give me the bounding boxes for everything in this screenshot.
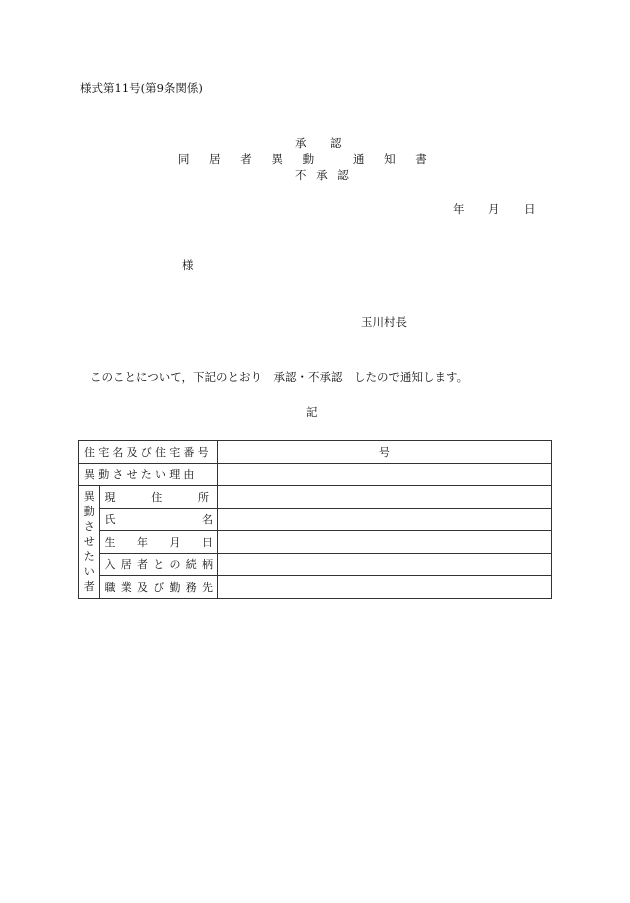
table-row-reason	[79, 463, 552, 486]
birthdate-field[interactable]	[218, 531, 552, 554]
table-row-relationship	[79, 553, 552, 576]
date-month-label: 月	[488, 202, 500, 216]
label-char: 月	[169, 535, 181, 549]
notes-heading: 記	[306, 405, 318, 419]
title-left: 同 居 者 異 動	[178, 152, 323, 166]
date-day-label: 日	[524, 202, 536, 216]
notice-body: このことについて，下記のとおり 承認・不承認 したので通知します。	[90, 370, 469, 384]
label-char: 住	[151, 490, 163, 504]
group-char: い	[83, 565, 95, 579]
birthdate-label	[100, 531, 218, 554]
group-char: 異	[83, 490, 95, 504]
group-char: た	[83, 550, 95, 564]
label-char: 名	[202, 513, 213, 527]
relationship-field[interactable]	[218, 553, 552, 576]
label-char: 続	[185, 558, 197, 572]
address-value-field[interactable]	[218, 441, 552, 464]
current-address-label	[100, 486, 218, 509]
label-char: 勤	[169, 580, 181, 594]
label-char: 柄	[201, 558, 213, 572]
address-label: 住宅名及び住宅番号	[79, 441, 218, 464]
label-char: 者	[136, 558, 148, 572]
label-char: と	[153, 558, 165, 572]
address-number-suffix: 号	[379, 445, 390, 459]
group-char: 者	[83, 580, 95, 594]
label-char: 先	[201, 580, 213, 594]
title-option-approve: 承 認	[295, 136, 348, 150]
occupation-label	[100, 576, 218, 599]
reason-value-field[interactable]	[218, 463, 552, 486]
table-row-birthdate	[79, 531, 552, 554]
name-field[interactable]	[218, 508, 552, 531]
group-char: 動	[83, 505, 95, 519]
label-char: 生	[104, 535, 116, 549]
details-table	[78, 440, 552, 599]
addressee-honorific: 様	[182, 258, 194, 272]
label-char: び	[153, 580, 165, 594]
table-row-name	[79, 508, 552, 531]
name-label	[100, 508, 218, 531]
group-char: さ	[83, 520, 95, 534]
label-char: 年	[136, 535, 148, 549]
group-char: せ	[83, 535, 95, 549]
group-label-vertical	[79, 486, 100, 599]
title-option-disapprove: 不 承 認	[295, 168, 352, 182]
label-char: 所	[197, 490, 209, 504]
issuer-name: 玉川村長	[361, 315, 407, 329]
occupation-field[interactable]	[218, 576, 552, 599]
label-char: 業	[120, 580, 132, 594]
label-char: の	[169, 558, 181, 572]
label-char: 入	[104, 558, 116, 572]
label-char: 現	[104, 490, 116, 504]
reason-label: 異動させたい理由	[79, 463, 218, 486]
label-char: 及	[136, 580, 148, 594]
label-char: 務	[185, 580, 197, 594]
relationship-label	[100, 553, 218, 576]
current-address-field[interactable]	[218, 486, 552, 509]
table-row-current-address	[79, 486, 552, 509]
table-row-address	[79, 441, 552, 464]
form-number: 様式第11号(第9条関係)	[80, 81, 203, 95]
title-right: 通 知 書	[353, 152, 435, 166]
table-row-occupation	[79, 576, 552, 599]
label-char: 居	[120, 558, 132, 572]
label-char: 氏	[104, 513, 116, 527]
label-char: 職	[104, 580, 116, 594]
date-year-label: 年	[453, 202, 465, 216]
label-char: 日	[202, 535, 213, 549]
